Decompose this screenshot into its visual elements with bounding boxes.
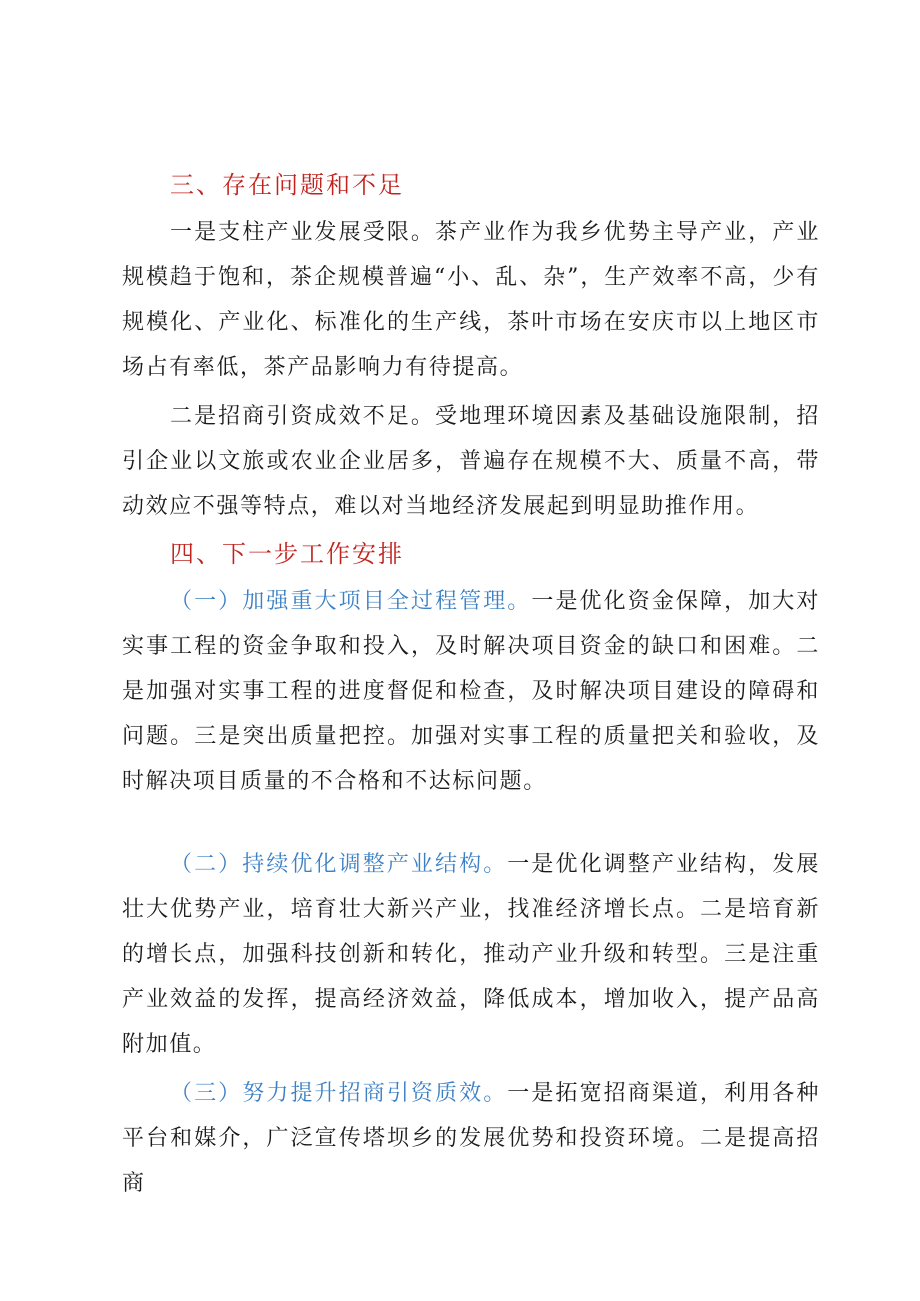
section-4-item-2 (122, 842, 820, 1067)
item-2-body: 一是优化调整产业结构，发展壮大优势产业，培育壮大新兴产业，找准经济增长点。二是培育新的增长点，加强科技创新和转化，推动产业升级和转型。三是注重产业效益的发挥，提高经济效益，降低成本，增加收入，提产品高附加值。 (122, 852, 820, 1057)
section-3-paragraph-1: 一是支柱产业发展受限。茶产业作为我乡优势主导产业，产业规模趋于饱和，茶企规模普遍“小、乱、杂”，生产效率不高，少有规模化、产业化、标准化的生产线，茶叶市场在安庆市以上地区市场占有率低，茶产品影响力有待提高。 (122, 220, 820, 380)
section-4-item-1 (122, 579, 820, 804)
item-1-title: （一）加强重大项目全过程管理。 (170, 589, 532, 614)
item-3-body: 一是拓宽招商渠道，利用各种平台和媒介，广泛宣传塔坝乡的发展优势和投资环境。二是提高招商 (122, 1081, 820, 1196)
section-3-paragraph-2: 二是招商引资成效不足。受地理环境因素及基础设施限制，招引企业以文旅或农业企业居多，普遍存在规模不大、质量不高，带动效应不强等特点，难以对当地经济发展起到明显助推作用。 (122, 404, 820, 519)
section-4-item-3 (122, 1071, 820, 1206)
section-3-heading: 三、存在问题和不足 (170, 171, 404, 199)
section-4-heading: 四、下一步工作安排 (170, 540, 404, 568)
item-3-title: （三）努力提升招商引资质效。 (170, 1081, 508, 1106)
item-1-body: 一是优化资金保障，加大对实事工程的资金争取和投入，及时解决项目资金的缺口和困难。二是加强对实事工程的进度督促和检查，及时解决项目建设的障碍和问题。三是突出质量把控。加强对实事工程的质量把关和验收，及时解决项目质量的不合格和不达标问题。 (122, 589, 820, 794)
item-2-title: （二）持续优化调整产业结构。 (170, 852, 508, 877)
document-page (122, 160, 820, 1206)
